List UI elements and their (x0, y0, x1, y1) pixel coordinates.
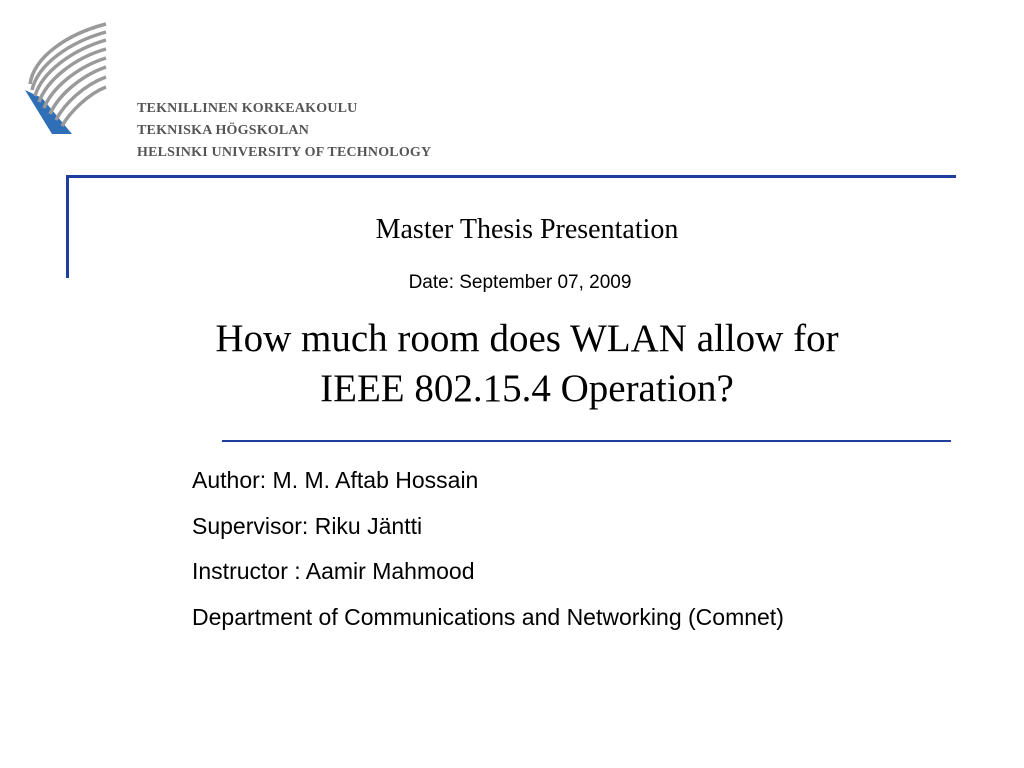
instructor-line: Instructor : Aamir Mahmood (192, 558, 475, 584)
institution-name-swedish: TEKNISKA HÖGSKOLAN (137, 123, 310, 138)
presentation-subtitle: Master Thesis Presentation (375, 214, 679, 245)
slide-title (0, 314, 1024, 414)
author-line: Author: M. M. Aftab Hossain (192, 467, 479, 493)
institution-name (137, 98, 431, 164)
slide-title-line-1: How much room does WLAN allow for (215, 317, 839, 360)
department-line: Department of Communications and Networking (Comnet) (192, 603, 784, 630)
presentation-date: Date: September 07, 2009 (408, 272, 632, 293)
slide-title-line-2: IEEE 802.15.4 Operation? (320, 367, 734, 410)
title-frame-top-rule (66, 175, 956, 178)
institution-name-english: HELSINKI UNIVERSITY OF TECHNOLOGY (137, 145, 432, 160)
supervisor-line: Supervisor: Riku Jäntti (192, 512, 423, 539)
institution-name-finnish: TEKNILLINEN KORKEAKOULU (137, 101, 358, 116)
title-divider (222, 440, 951, 442)
university-logo (22, 22, 108, 134)
credits-list (192, 462, 784, 644)
